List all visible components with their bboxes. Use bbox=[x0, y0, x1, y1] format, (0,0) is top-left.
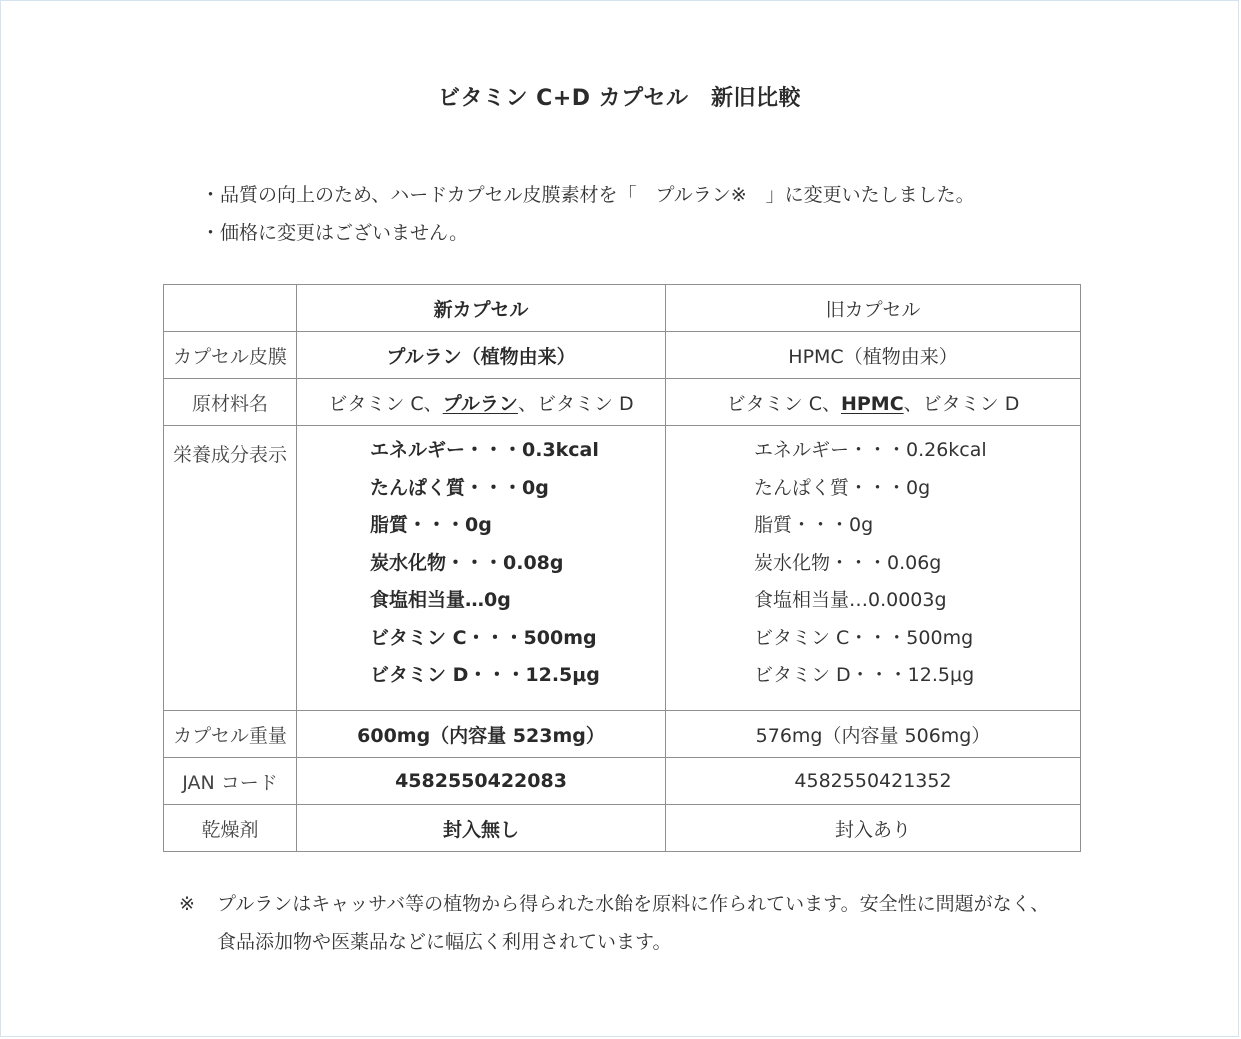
table-row-nutrition bbox=[164, 426, 1081, 711]
nutrition-new-line: ビタミン D・・・12.5μg bbox=[370, 664, 600, 686]
nutrition-old-line: たんぱく質・・・0g bbox=[754, 476, 931, 499]
nutrition-new-line: 炭水化物・・・0.08g bbox=[370, 551, 564, 574]
nutrition-new-line: 食塩相当量…0g bbox=[370, 589, 511, 611]
ingredients-old bbox=[666, 379, 1081, 426]
footnote-text-1: プルランはキャッサバ等の植物から得られた水飴を原料に作られています。安全性に問題がなく、 bbox=[217, 893, 1050, 915]
nutrition-new-line: エネルギー・・・0.3kcal bbox=[370, 439, 599, 461]
row-label-film: カプセル皮膜 bbox=[164, 332, 297, 379]
nutrition-old-line: ビタミン C・・・500mg bbox=[754, 626, 974, 649]
table-row-weight bbox=[164, 711, 1081, 758]
table-row-film bbox=[164, 332, 1081, 379]
header-empty-cell bbox=[164, 285, 297, 332]
ingredients-new-highlight: プルラン bbox=[442, 392, 518, 415]
ingredients-new-suffix: 、ビタミン D bbox=[517, 392, 634, 415]
notice-item: ・品質の向上のため、ハードカプセル皮膜素材を「 プルラン※ 」に変更いたしました。 bbox=[201, 184, 975, 206]
ingredients-new-prefix: ビタミン C、 bbox=[328, 392, 443, 415]
row-label-ingredients: 原材料名 bbox=[164, 379, 297, 426]
jan-new: 4582550422083 bbox=[297, 758, 666, 805]
footnote-mark: ※ bbox=[179, 893, 195, 915]
desiccant-old: 封入あり bbox=[666, 805, 1081, 852]
desiccant-new: 封入無し bbox=[297, 805, 666, 852]
table-row-ingredients bbox=[164, 379, 1081, 426]
ingredients-old-prefix: ビタミン C、 bbox=[726, 392, 841, 415]
nutrition-old bbox=[666, 426, 1081, 711]
notice-list bbox=[201, 176, 975, 252]
nutrition-old-line: エネルギー・・・0.26kcal bbox=[754, 439, 987, 461]
notice-item: ・価格に変更はございません。 bbox=[201, 222, 469, 244]
weight-old: 576mg（内容量 506mg） bbox=[666, 711, 1081, 758]
row-label-desiccant: 乾燥剤 bbox=[164, 805, 297, 852]
jan-old: 4582550421352 bbox=[666, 758, 1081, 805]
nutrition-new bbox=[297, 426, 666, 711]
header-new-capsule: 新カプセル bbox=[297, 285, 666, 332]
table-row-jan bbox=[164, 758, 1081, 805]
row-label-nutrition: 栄養成分表示 bbox=[164, 426, 297, 711]
nutrition-new-line: 脂質・・・0g bbox=[370, 514, 492, 536]
row-label-jan: JAN コード bbox=[164, 758, 297, 805]
weight-new: 600mg（内容量 523mg） bbox=[297, 711, 666, 758]
ingredients-old-suffix: 、ビタミン D bbox=[903, 392, 1020, 415]
footnote bbox=[179, 885, 1049, 961]
film-old: HPMC（植物由来） bbox=[666, 332, 1081, 379]
nutrition-new-line: たんぱく質・・・0g bbox=[370, 476, 549, 499]
table-row-desiccant bbox=[164, 805, 1081, 852]
header-old-capsule: 旧カプセル bbox=[666, 285, 1081, 332]
footnote-text-2: 食品添加物や医薬品などに幅広く利用されています。 bbox=[217, 931, 672, 953]
row-label-weight: カプセル重量 bbox=[164, 711, 297, 758]
ingredients-old-highlight: HPMC bbox=[840, 392, 904, 415]
nutrition-old-line: 食塩相当量…0.0003g bbox=[754, 589, 947, 611]
nutrition-old-line: 炭水化物・・・0.06g bbox=[754, 551, 942, 574]
comparison-table bbox=[163, 284, 1081, 852]
page-title: ビタミン C+D カプセル 新旧比較 bbox=[438, 86, 801, 111]
nutrition-old-line: ビタミン D・・・12.5μg bbox=[754, 664, 975, 686]
film-new: プルラン（植物由来） bbox=[297, 332, 666, 379]
nutrition-new-line: ビタミン C・・・500mg bbox=[370, 626, 597, 649]
nutrition-old-line: 脂質・・・0g bbox=[754, 514, 874, 536]
table-header-row bbox=[164, 285, 1081, 332]
ingredients-new bbox=[297, 379, 666, 426]
footnote-line-1 bbox=[179, 885, 1049, 923]
